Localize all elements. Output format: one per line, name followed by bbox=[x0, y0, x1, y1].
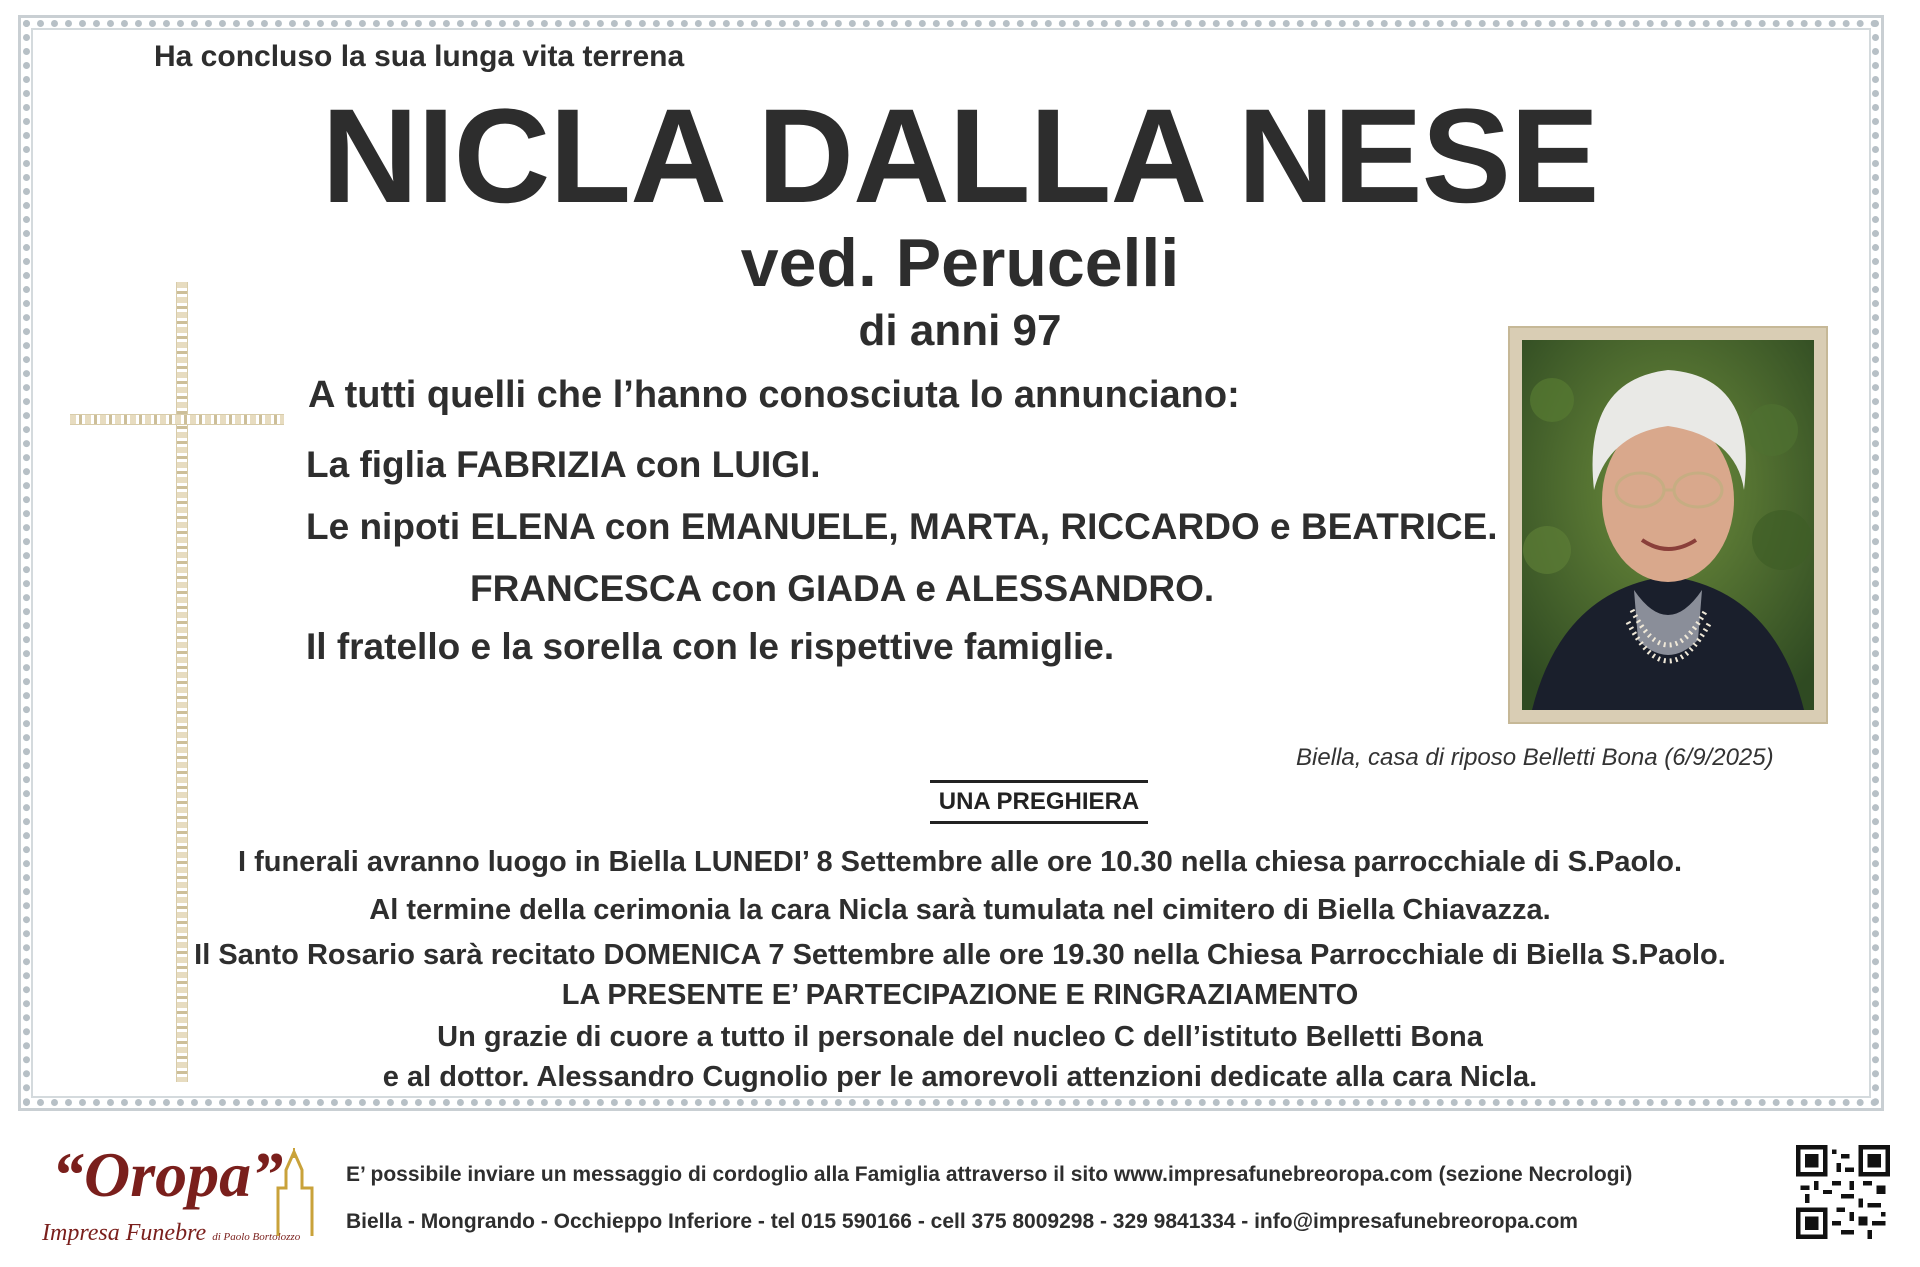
widow-line: ved. Perucelli bbox=[740, 225, 1180, 301]
condolence-message: E’ possibile inviare un messaggio di cordoglio alla Famiglia attraverso il sito www.impresafunebreoropa.com (sezione Necrologi) bbox=[346, 1163, 1633, 1186]
church-icon bbox=[272, 1148, 318, 1238]
intro-text: Ha concluso la sua lunga vita terrena bbox=[154, 40, 685, 73]
body-line: Il Santo Rosario sarà recitato DOMENICA 7 Settembre alle ore 19.30 nella Chiesa Parrocchiale di Biella S.Paolo. bbox=[194, 939, 1726, 971]
portrait-photo bbox=[1510, 328, 1826, 722]
qr-code-icon[interactable] bbox=[1796, 1142, 1890, 1242]
body-line: I funerali avranno luogo in Biella LUNEDI’ 8 Settembre alle ore 10.30 nella chiesa parrocchiale di S.Paolo. bbox=[237, 846, 1683, 878]
logo-name: “Oropa” bbox=[52, 1139, 284, 1210]
cross-bar bbox=[70, 414, 284, 425]
logo-subtitle bbox=[42, 1220, 300, 1247]
prayer-link[interactable]: UNA PREGHIERA bbox=[930, 780, 1148, 824]
body-line: e al dottor. Alessandro Cugnolio per le amorevoli attenzioni dedicate alla cara Nicla. bbox=[382, 1061, 1538, 1093]
contacts-line: Biella - Mongrando - Occhieppo Inferiore - tel 015 590166 - cell 375 8009298 - 329 9841334 - info@impresafunebreoropa.com bbox=[346, 1210, 1578, 1233]
announce-line: A tutti quelli che l’hanno conosciuta lo annunciano: bbox=[308, 374, 1240, 416]
family-line: Le nipoti ELENA con EMANUELE, MARTA, RICCARDO e BEATRICE. bbox=[306, 506, 1498, 547]
body-line: Un grazie di cuore a tutto il personale del nucleo C dell’istituto Belletti Bona bbox=[437, 1021, 1483, 1053]
logo-owner: di Paolo Bortolozzo bbox=[212, 1231, 301, 1243]
deceased-name: NICLA DALLA NESE bbox=[321, 82, 1599, 231]
place-date: Biella, casa di riposo Belletti Bona (6/9/2025) bbox=[1296, 744, 1774, 771]
age-line: di anni 97 bbox=[858, 306, 1062, 355]
family-line: Il fratello e la sorella con le rispettive famiglie. bbox=[306, 626, 1115, 667]
body-line: LA PRESENTE E’ PARTECIPAZIONE E RINGRAZIAMENTO bbox=[561, 979, 1359, 1011]
family-line: La figlia FABRIZIA con LUIGI. bbox=[306, 444, 821, 485]
family-line: FRANCESCA con GIADA e ALESSANDRO. bbox=[470, 568, 1215, 609]
logo-sub-text: Impresa Funebre bbox=[42, 1220, 207, 1246]
body-line: Al termine della cerimonia la cara Nicla sarà tumulata nel cimitero di Biella Chiavazza. bbox=[369, 894, 1551, 926]
oropa-logo bbox=[20, 1130, 320, 1262]
